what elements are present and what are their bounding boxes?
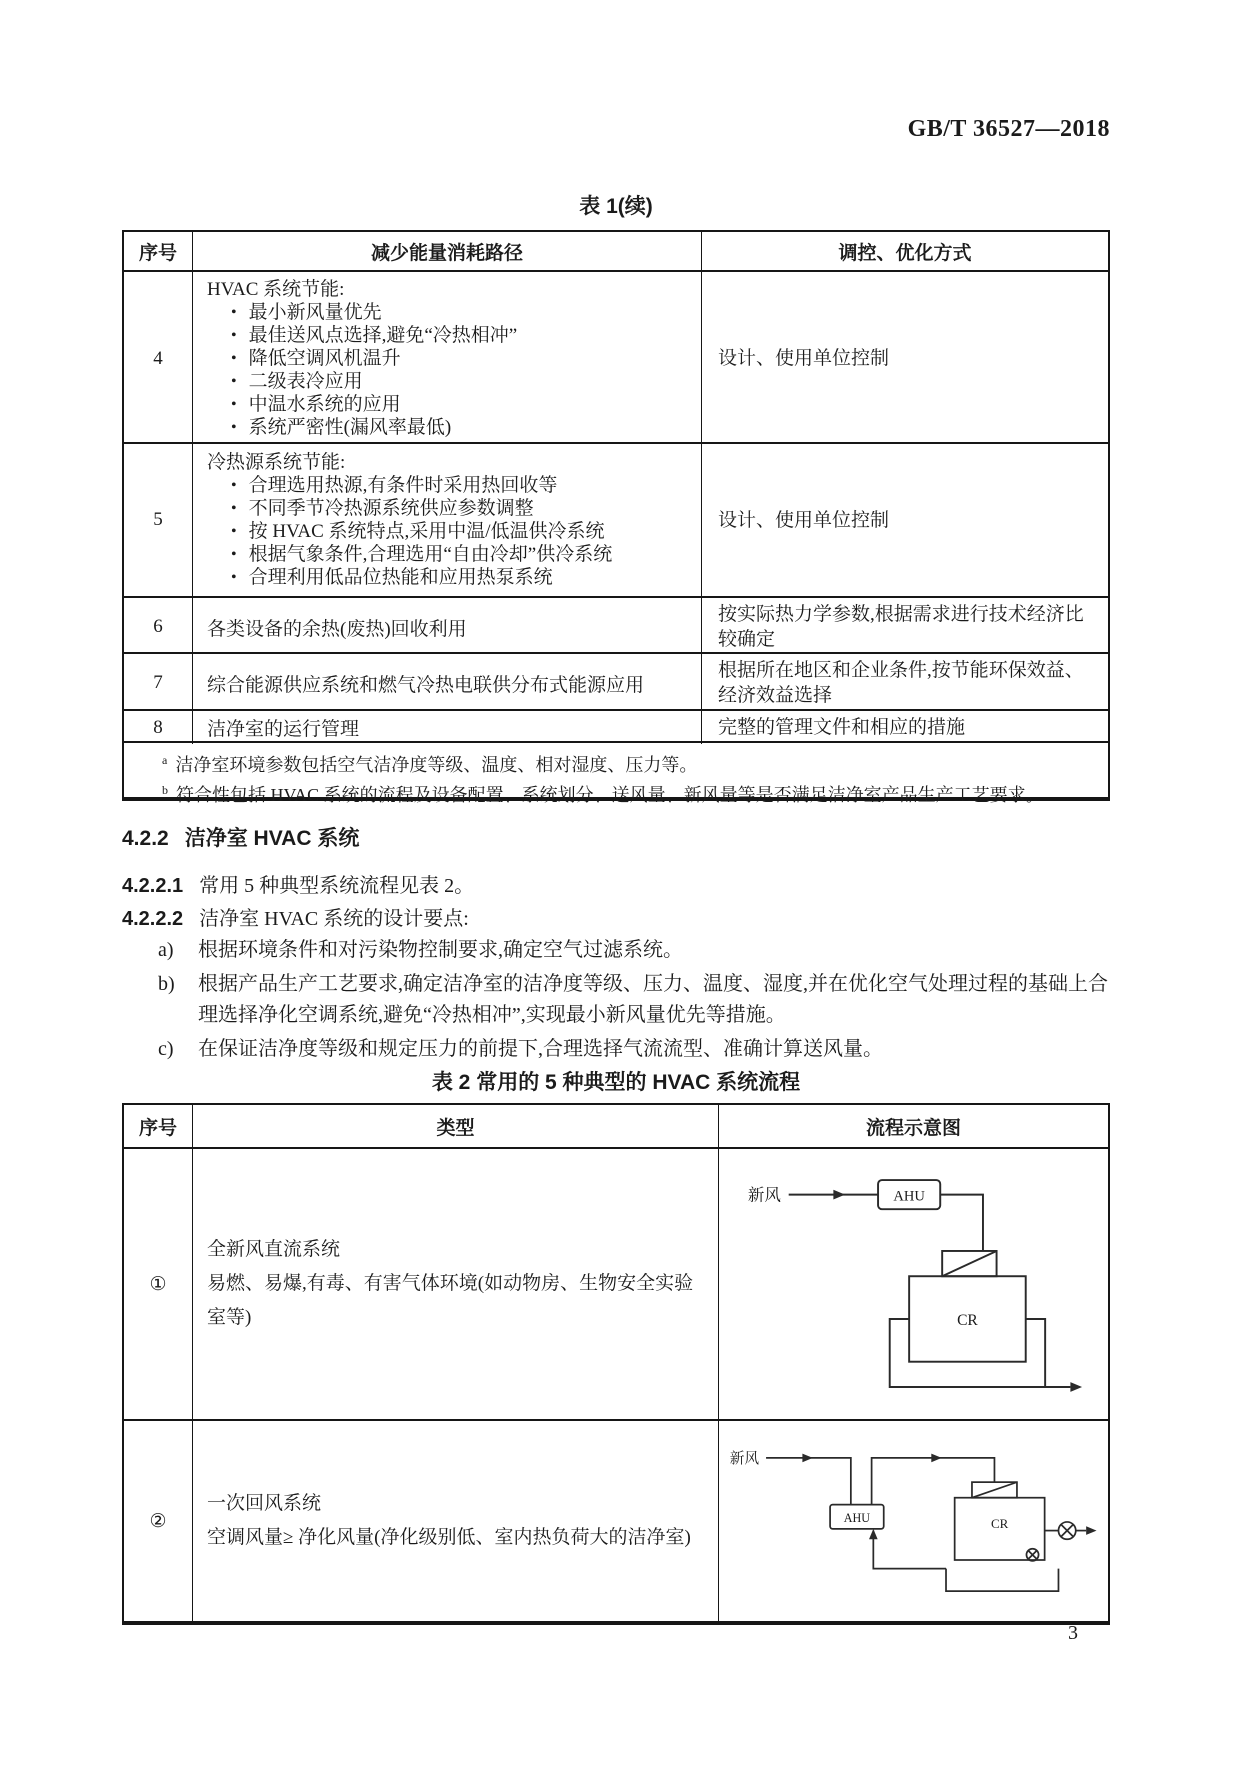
footnote-text: 符合性包括 HVAC 系统的流程及设备配置、系统划分、送风量、新风量等是否满足洁净室产品生产工艺要求。 — [176, 785, 1044, 805]
bullet-text: 合理选用热源,有条件时采用热回收等 — [248, 475, 558, 496]
bullet-item — [231, 347, 691, 370]
bullet-icon — [231, 347, 237, 370]
bullet-text: 不同季节冷热源系统供应参数调整 — [248, 498, 534, 519]
bullet-item — [231, 324, 691, 347]
table1 — [122, 230, 1110, 805]
flow-diagram-primary-return — [728, 1437, 1100, 1606]
return-arrow-icon — [869, 1528, 878, 1538]
system-type-name: 一次回风系统 — [207, 1493, 322, 1514]
item-text: 根据产品生产工艺要求,确定洁净室的洁净度等级、压力、温度、湿度,并在优化空气处理过程的基础上合理选择净化空调系统,避免“冷热相冲”,实现最小新风量优先等措施。 — [198, 973, 1108, 1026]
table-row — [124, 442, 1108, 596]
flow-arrow-icon — [802, 1453, 812, 1462]
exhaust-duct-line — [889, 1319, 1070, 1387]
bullet-icon — [231, 520, 237, 543]
bullet-item — [231, 497, 691, 520]
flow-diagram-once-through — [744, 1161, 1084, 1407]
list-item — [158, 969, 1114, 1031]
fresh-air-label: 新风 — [747, 1185, 781, 1205]
table1-header-seq: 序号 — [138, 242, 177, 264]
bullet-text: 降低空调风机温升 — [248, 348, 401, 369]
standard-number: GB/T 36527—2018 — [907, 116, 1110, 142]
bullet-item — [231, 393, 691, 416]
filter-hatch — [971, 1482, 1016, 1498]
row-control-cell: 设计、使用单位控制 — [701, 444, 1108, 596]
row-path-cell — [192, 598, 701, 656]
footnote — [162, 778, 1098, 808]
duct-line — [766, 1457, 851, 1504]
bullet-icon — [231, 543, 237, 566]
footnotes-cell — [124, 743, 1108, 814]
bullet-text: 系统严密性(漏风率最低) — [248, 417, 452, 438]
bullet-icon — [231, 324, 237, 347]
bullet-item — [231, 474, 691, 497]
row-control-cell: 根据所在地区和企业条件,按节能环保效益、经济效益选择 — [701, 654, 1108, 712]
return-plenum-line — [946, 1568, 1058, 1590]
bullet-icon — [231, 301, 237, 324]
bullet-text: 中温水系统的应用 — [248, 394, 401, 415]
row-path-cell — [192, 272, 701, 445]
bullet-icon — [231, 474, 237, 497]
table1-footnotes-row — [124, 741, 1108, 805]
item-text: 在保证洁净度等级和规定压力的前提下,合理选择气流流型、准确计算送风量。 — [198, 1038, 883, 1060]
table2-header-diagram: 流程示意图 — [718, 1105, 1108, 1147]
bullet-item — [231, 566, 691, 589]
page-number: 3 — [1068, 1622, 1078, 1644]
row-seq: 5 — [153, 509, 163, 530]
bullet-item — [231, 416, 691, 439]
flow-arrow-icon — [931, 1453, 941, 1462]
row-seq: ② — [149, 1510, 167, 1532]
table2-header-seq: 序号 — [138, 1117, 177, 1139]
table2-header-type: 类型 — [192, 1105, 718, 1147]
row-path-cell — [192, 654, 701, 712]
table-row — [124, 709, 1108, 741]
system-type-desc: 空调风量≥ 净化风量(净化级别低、室内热负荷大的洁净室) — [207, 1527, 691, 1548]
system-type-name: 全新风直流系统 — [207, 1239, 341, 1260]
item-marker: a) — [158, 939, 174, 961]
table1-header-row — [124, 232, 1108, 270]
system-type-desc: 易燃、易爆,有毒、有害气体环境(如动物房、生物安全实验室等) — [207, 1273, 694, 1328]
row-lead: 洁净室的运行管理 — [207, 719, 360, 740]
footnote-text: 洁净室环境参数包括空气洁净度等级、温度、相对湿度、压力等。 — [175, 755, 698, 775]
ahu-label: AHU — [892, 1188, 925, 1205]
clause-number: 4.2.2 — [122, 827, 169, 850]
cleanroom-label: CR — [990, 1515, 1008, 1531]
list-item — [158, 1034, 1114, 1065]
table1-header-control: 调控、优化方式 — [701, 232, 1108, 270]
row-seq: ① — [149, 1273, 167, 1295]
row-lead: 各类设备的余热(废热)回收利用 — [207, 618, 467, 640]
return-duct-line — [873, 1530, 946, 1568]
design-points-list — [158, 935, 1114, 1068]
clause-text: 洁净室 HVAC 系统的设计要点: — [199, 908, 469, 930]
row-control-cell: 按实际热力学参数,根据需求进行技术经济比较确定 — [701, 598, 1108, 656]
clause-text: 常用 5 种典型系统流程见表 2。 — [199, 875, 475, 897]
row-lead: HVAC 系统节能: — [207, 279, 345, 300]
exhaust-arrow-icon — [1070, 1382, 1082, 1392]
table-row — [124, 652, 1108, 709]
table1-header-path: 减少能量消耗路径 — [192, 232, 701, 270]
clause-4-2-2-2 — [122, 902, 1112, 931]
table-row — [124, 270, 1108, 442]
exhaust-duct-line — [1025, 1319, 1044, 1387]
section-heading-4-2-2 — [122, 822, 1112, 852]
item-marker: b) — [158, 973, 175, 995]
bullet-icon — [231, 566, 237, 589]
footnote-marker: a — [162, 753, 168, 767]
bullet-text: 合理利用低品位热能和应用热泵系统 — [248, 567, 553, 588]
diagram-cell — [718, 1421, 1108, 1621]
bullet-item — [231, 520, 691, 543]
footnote — [162, 748, 1098, 778]
row-seq: 7 — [153, 672, 163, 693]
row-seq: 4 — [153, 347, 163, 369]
type-cell — [192, 1149, 718, 1419]
damper-cross — [1028, 1550, 1037, 1559]
fan-cross — [1061, 1524, 1073, 1536]
bullet-icon — [231, 497, 237, 520]
table2 — [122, 1103, 1110, 1625]
bullet-icon — [231, 370, 237, 393]
row-seq: 6 — [153, 616, 163, 637]
filter-hatch — [942, 1251, 996, 1276]
bullet-icon — [231, 416, 237, 439]
flow-arrow-icon — [833, 1190, 845, 1200]
row-path-cell — [192, 444, 701, 596]
bullet-text: 二级表冷应用 — [248, 371, 363, 392]
clause-4-2-2-1 — [122, 869, 1112, 898]
row-control-cell: 设计、使用单位控制 — [701, 272, 1108, 445]
bullet-item — [231, 370, 691, 393]
bullet-item — [231, 301, 691, 324]
cleanroom-label: CR — [956, 1311, 978, 1329]
item-text: 根据环境条件和对污染物控制要求,确定空气过滤系统。 — [198, 939, 683, 961]
fresh-air-label: 新风 — [729, 1450, 759, 1467]
row-seq: 8 — [153, 716, 163, 738]
duct-line — [940, 1195, 983, 1251]
table-row — [124, 596, 1108, 652]
row-lead: 冷热源系统节能: — [207, 452, 346, 473]
bullet-icon — [231, 393, 237, 416]
type-cell — [192, 1421, 718, 1621]
bullet-text: 按 HVAC 系统特点,采用中温/低温供冷系统 — [248, 521, 605, 542]
table-row — [124, 1419, 1108, 1621]
table1-title: 表 1(续) — [579, 195, 653, 218]
bullet-text: 最小新风量优先 — [248, 302, 382, 323]
table-row — [124, 1147, 1108, 1419]
ahu-label: AHU — [843, 1510, 870, 1525]
table2-header-row — [124, 1105, 1108, 1147]
diagram-cell — [718, 1149, 1108, 1419]
footnote-marker: b — [162, 783, 168, 797]
bullet-text: 最佳送风点选择,避免“冷热相冲” — [248, 325, 518, 346]
row-path-cell — [192, 711, 701, 744]
row-lead: 综合能源供应系统和燃气冷热电联供分布式能源应用 — [207, 674, 645, 696]
exhaust-arrow-icon — [1086, 1526, 1096, 1535]
clause-number: 4.2.2.1 — [122, 875, 184, 897]
item-marker: c) — [158, 1038, 174, 1060]
row-control-cell: 完整的管理文件和相应的措施 — [701, 711, 1108, 744]
clause-number: 4.2.2.2 — [122, 908, 184, 930]
bullet-text: 根据气象条件,合理选用“自由冷却”供冷系统 — [248, 544, 613, 565]
table2-title: 表 2 常用的 5 种典型的 HVAC 系统流程 — [431, 1071, 801, 1094]
clause-title: 洁净室 HVAC 系统 — [184, 827, 360, 850]
bullet-item — [231, 543, 691, 566]
list-item — [158, 935, 1114, 966]
